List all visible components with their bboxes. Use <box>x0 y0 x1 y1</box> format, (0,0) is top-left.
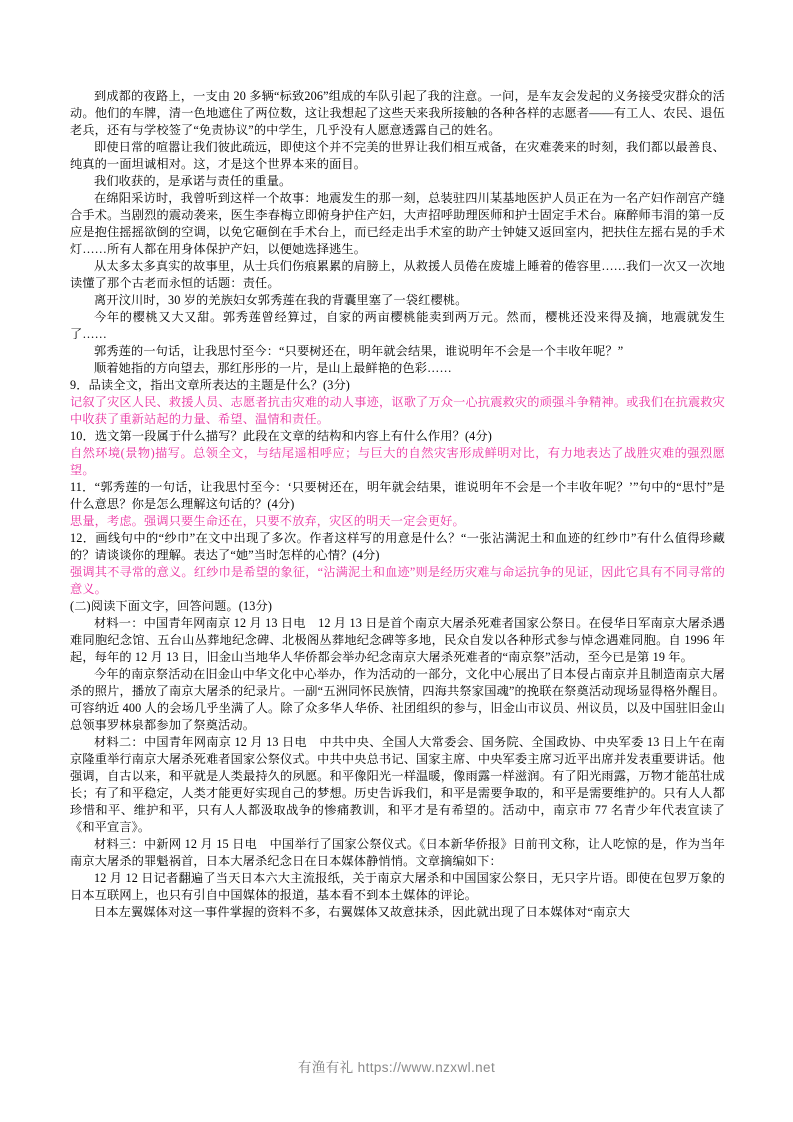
paragraph: 即使日常的喧嚣让我们彼此疏远，即使这个并不完美的世界让我们相互戒备，在灾难袭来的时刻，我们都以最善良、纯真的一面坦诚相对。这，才是这个世界本来的面目。 <box>70 140 725 171</box>
paragraph: 顺着她指的方向望去，那红彤彤的一片，是山上最鲜艳的色彩…… <box>94 361 452 375</box>
paragraph: 材料二：中国青年网南京 12 月 13 日电 中共中央、全国人大常委会、国务院、全国政协、中央军委 13 日上午在南京隆重举行南京大屠杀死难者国家公祭仪式。中共中央总书记、国家主席、中央军委主席习近平出席并发表重要讲话。他强调，自古以来，和平就是人类最持久的夙愿。和平像阳光一样温暖，像雨露一样滋润。有了阳光雨露，万物才能茁壮成长；有了和平稳定，人类才能更好实现自己的梦想。历史告诉我们，和平是需要争取的，和平是需要维护的。只有人人都珍惜和平、维护和平，只有人人都汲取战争的惨痛教训，和平才是有希望的。活动中，南京市 77 名青少年代表宣读了《和平宣言》。 <box>70 735 725 834</box>
paragraph: 12 月 12 日记者翻遍了当天日本六大主流报纸，关于南京大屠杀和中国国家公祭日，无只字片语。即使在包罗万象的日本互联网上，也只有引自中国媒体的报道，基本看不到本土媒体的评论。 <box>70 871 725 902</box>
watermark-label: 有渔有礼 <box>297 1060 354 1075</box>
paragraph: 到成都的夜路上，一支由 20 多辆“标致206”组成的车队引起了我的注意。一问，是车友会发起的义务接受灾群众的活动。他们的车牌，清一色地遮住了两位数，这让我想起了这些天来我所接触的各种各样的志愿者——有工人、农民、退伍老兵，还有与学校签了“免责协议”的中学生，几乎没有人愿意透露自己的姓名。 <box>70 89 725 137</box>
paragraph: 今年的南京祭活动在旧金山中华文化中心举办，作为活动的一部分，文化中心展出了日本侵占南京并且制造南京大屠杀的照片，播放了南京大屠杀的纪录片。一副“五洲同怀民族情，四海共祭家国魂”的挽联在祭奠活动现场显得格外醒目。可容纳近 400 人的会场几乎坐满了人。除了众多华人华侨、社团组织的参与，旧金山市议员、州议员，以及中国驻旧金山总领事罗林泉都参加了祭奠活动。 <box>70 667 725 732</box>
paragraph: 郭秀莲的一句话，让我思忖至今：“只要树还在，明年就会结果，谁说明年不会是一个丰收年呢？” <box>94 344 624 358</box>
question-answer: 记叙了灾区人民、救援人员、志愿者抗击灾难的动人事迹，讴歌了万众一心抗震救灾的顽强斗争精神。或我们在抗震救灾中收获了重新站起的力量、希望、温情和责任。 <box>70 395 725 426</box>
question-answer: 强调其不寻常的意义。红纱巾是希望的象征，“沾满泥土和血迹”则是经历灾难与命运抗争的见证，因此它具有不同寻常的意义。 <box>70 565 725 596</box>
watermark <box>0 1056 793 1076</box>
paragraph: 离开汶川时，30 岁的羌族妇女郭秀莲在我的背囊里塞了一袋红樱桃。 <box>94 293 468 307</box>
paragraph: 在绵阳采访时，我曾听到这样一个故事：地震发生的那一刻，总装驻四川某基地医护人员正在为一名产妇作剖宫产缝合手术。当剧烈的震动袭来，医生李春梅立即俯身护住产妇，大声招呼助理医师和护士固定手术台。麻醉师韦涓的第一反应是抱住摇摇欲倒的空调，以免它砸倒在手术台上，而已经走出手术室的助产士钟婕又返回室内，把扶住左摇右晃的手术灯……所有人都在用身体保护产妇，以便她选择逃生。 <box>70 191 725 256</box>
paragraph: 我们收获的，是承诺与责任的重量。 <box>94 174 292 188</box>
paragraph: 今年的樱桃又大又甜。郭秀莲曾经算过，自家的两亩樱桃能卖到两万元。然而，樱桃还没来得及摘，地震就发生了…… <box>70 310 725 341</box>
question-answer: 自然环境(景物)描写。总领全文，与结尾遥相呼应；与巨大的自然灾害形成鲜明对比，有力地表达了战胜灾难的强烈愿望。 <box>70 446 725 477</box>
paragraph: 日本左翼媒体对这一事件掌握的资料不多，右翼媒体又故意抹杀，因此就出现了日本媒体对“南京大 <box>94 905 631 919</box>
paragraph: 材料三：中新网 12 月 15 日电 中国举行了国家公祭仪式。《日本新华侨报》日前刊文称，让人吃惊的是，作为当年南京大屠杀的罪魁祸首，日本大屠杀纪念日在日本媒体静悄悄。文章摘编如下： <box>70 837 725 868</box>
question-prompt: 10．选文第一段属于什么描写？此段在文章的结构和内容上有什么作用？(4分) <box>70 429 492 443</box>
paragraph: 材料一：中国青年网南京 12 月 13 日电 12 月 13 日是首个南京大屠杀死难者国家公祭日。在侵华日军南京大屠杀遇难同胞纪念馆、五台山丛葬地纪念碑、北极阁丛葬地纪念碑等多地，民众自发以各种形式参与悼念遇难同胞。自 1996 年起，每年的 12 月 13 日，旧金山当地华人华侨都会举办纪念南京大屠杀死难者的“南京祭”活动，至今已是第 19 年。 <box>70 616 725 664</box>
question-answer: 思量，考虑。强调只要生命还在，只要不放弃，灾区的明天一定会更好。 <box>70 514 465 528</box>
question-prompt: 9．品读全文，指出文章所表达的主题是什么？(3分) <box>70 378 350 392</box>
watermark-url: https://www.nzxwl.net <box>357 1060 496 1075</box>
paragraph: 从太多太多真实的故事里，从士兵们伤痕累累的肩膀上，从救援人员倦在废墟上睡着的倦容里……我们一次又一次地读懂了那个古老而永恒的话题：责任。 <box>70 259 725 290</box>
section-heading: (二)阅读下面文字，回答问题。(13分) <box>70 599 273 613</box>
document-body <box>70 88 725 921</box>
question-prompt: 12．画线句中的“纱巾”在文中出现了多次。作者这样写的用意是什么？“一张沾满泥土和血迹的红纱巾”有什么值得珍藏的？请谈谈你的理解。表达了“她”当时怎样的心情？(4分) <box>70 531 725 562</box>
question-prompt: 11．“郭秀莲的一句话，让我思忖至今：‘只要树还在，明年就会结果，谁说明年不会是一个丰收年呢？’”句中的“思忖”是什么意思？你是怎么理解这句话的？(4分) <box>70 480 725 511</box>
